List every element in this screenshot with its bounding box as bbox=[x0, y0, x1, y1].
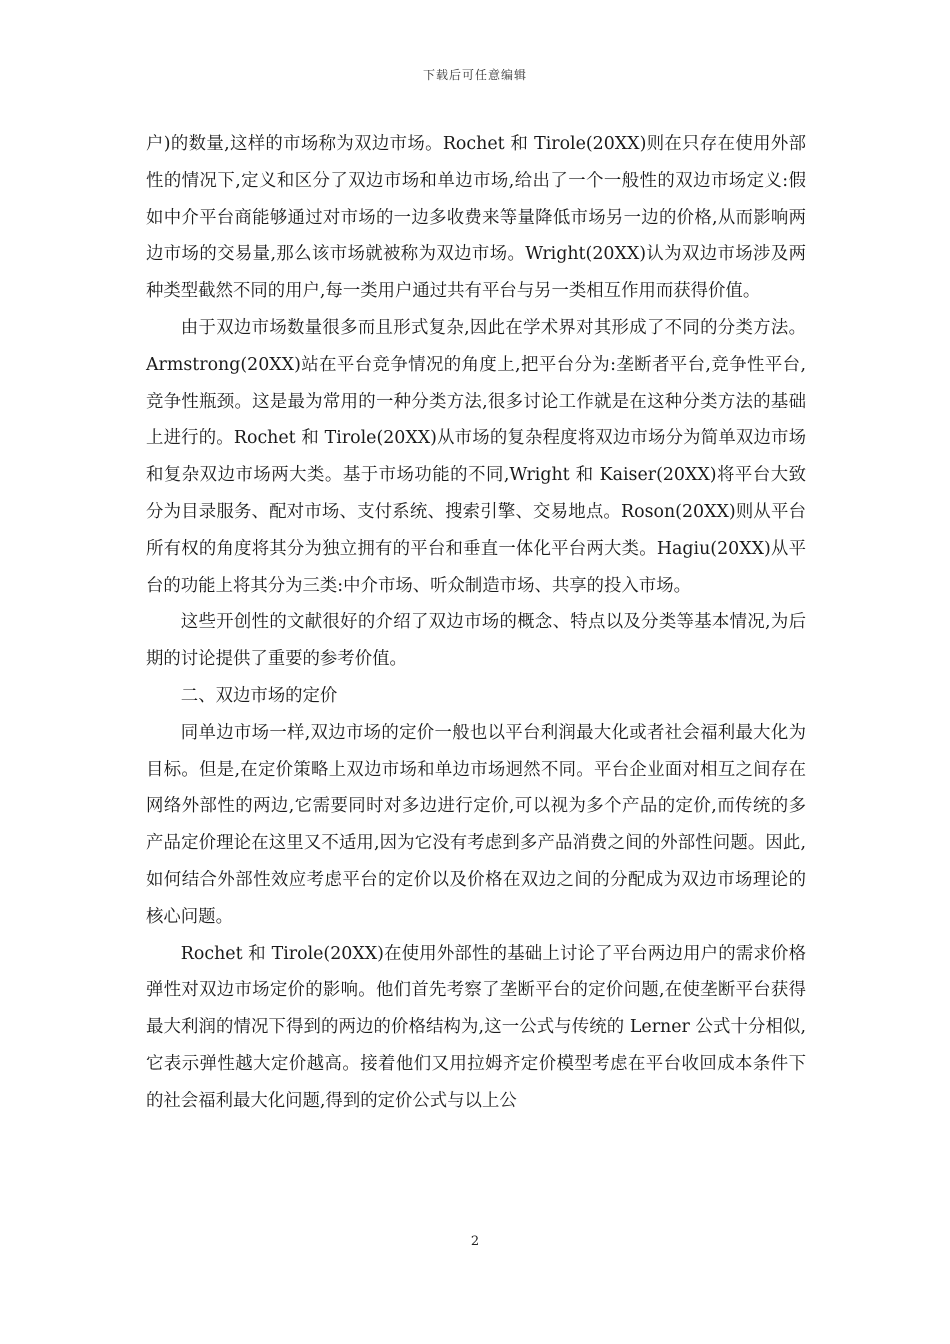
paragraph-3: 这些开创性的文献很好的介绍了双边市场的概念、特点以及分类等基本情况,为后期的讨论提供了重要的参考价值。 bbox=[146, 612, 806, 670]
paragraph-4: 同单边市场一样,双边市场的定价一般也以平台利润最大化或者社会福利最大化为目标。但是,在定价策略上双边市场和单边市场迥然不同。平台企业面对相互之间存在网络外部性的两边,它需要同时对多边进行定价,可以视为多个产品的定价,而传统的多产品定价理论在这里又不适用,因为它没有考虑到多产品消费之间的外部性问题。因此,如何结合外部性效应考虑平台的定价以及价格在双边之间的分配成为双边市场理论的核心问题。 bbox=[146, 722, 806, 927]
page-header: 下载后可任意编辑 bbox=[422, 68, 527, 82]
document-body bbox=[146, 126, 806, 1120]
section-heading: 二、双边市场的定价 bbox=[180, 685, 338, 706]
page-number: 2 bbox=[470, 1234, 480, 1249]
paragraph-5: Rochet 和 Tirole(20XX)在使用外部性的基础上讨论了平台两边用户的需求价格弹性对双边市场定价的影响。他们首先考察了垄断平台的定价问题,在使垄断平台获得最大利润的情况下得到的两边的价格结构为,这一公式与传统的 Lerner 公式十分相似,它表示弹性越大定价越高。接着他们又用拉姆齐定价模型考虑在平台收回成本条件下的社会福利最大化问题,得到的定价公式与以上公 bbox=[146, 943, 806, 1111]
paragraph-1: 户)的数量,这样的市场称为双边市场。Rochet 和 Tirole(20XX)则在只存在使用外部性的情况下,定义和区分了双边市场和单边市场,给出了一个一般性的双边市场定义:假如中介平台商能够通过对市场的一边多收费来等量降低市场另一边的价格,从而影响两边市场的交易量,那么该市场就被称为双边市场。Wright(20XX)认为双边市场涉及两种类型截然不同的用户,每一类用户通过共有平台与另一类相互作用而获得价值。 bbox=[146, 134, 806, 302]
paragraph-2: 由于双边市场数量很多而且形式复杂,因此在学术界对其形成了不同的分类方法。Armstrong(20XX)站在平台竞争情况的角度上,把平台分为:垄断者平台,竞争性平台,竞争性瓶颈。这是最为常用的一种分类方法,很多讨论工作就是在这种分类方法的基础上进行的。Rochet 和 Tirole(20XX)从市场的复杂程度将双边市场分为简单双边市场和复杂双边市场两大类。基于市场功能的不同,Wright 和 Kaiser(20XX)将平台大致分为目录服务、配对市场、支付系统、搜索引擎、交易地点。Roson(20XX)则从平台所有权的角度将其分为独立拥有的平台和垂直一体化平台两大类。Hagiu(20XX)从平台的功能上将其分为三类:中介市场、听众制造市场、共享的投入市场。 bbox=[146, 317, 806, 596]
